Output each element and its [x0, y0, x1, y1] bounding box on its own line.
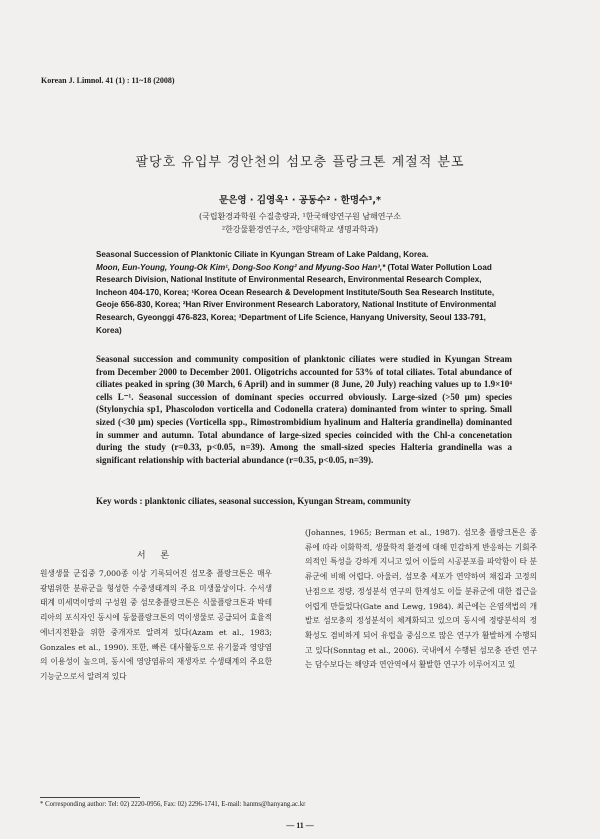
journal-citation: Korean J. Limnol. 41 (1) : 11~18 (2008)	[41, 76, 175, 85]
paper-title: 팔당호 유입부 경안천의 섬모충 플랑크톤 계절적 분포	[135, 155, 465, 170]
affiliation-line-2: ²한강물환경연구소, ³한양대학교 생명과학과)	[221, 225, 379, 234]
english-authors: Moon, Eun-Young, Young-Ok Kim¹, Dong-Soo Kong² and Myung-Soo Han³,*	[96, 262, 386, 272]
intro-paragraph-right: (Johannes, 1965; Berman et al., 1987). 섬모충 플랑크톤은 종류에 따라 이화학적, 생물학적 환경에 대해 민감하게 반응하는 기회주의적인 특성을 강하게 지니고 있어 이들의 시공분포를 파악함이 타 분류군에 비해 어렵다. 아울러, 섬모충 세포가 연약하여 채집과 고정의 난점으로 정량, 정성분석 연구의 한계성도 이들 분류군에 대한 접근을 어렵게 만들었다(Gate and Lewg, 1984). 최근에는 은염색법의 개발로 섬모충의 정성분석이 체계화되고 있으며 동시에 정량분석의 정확성도 겸비하게 되어 유럽을 중심으로 많은 연구가 활발하게 수행되고 있다(Sonntag et al., 2006). 국내에서 수행된 섬모충 관련 연구는 담수보다는 해양과 연안역에서 활발한 연구가 이루어지고 있	[305, 528, 537, 670]
english-title: Seasonal Succession of Planktonic Ciliate in Kyungan Stream of Lake Paldang, Korea.	[96, 250, 429, 259]
abstract: Seasonal succession and community composition of planktonic ciliates were studied in Kyungan Stream from December 2000 to December 2001. Oligotrichs accounted for 53% of total ciliates. Total abundance of ciliates peaked in spring (30 March, 6 April) and in summer (8 June, 20 July) reaching values up to 1.9×10⁴ cells L⁻¹. Seasonal succession of dominant species occurred obviously. Large-sized (>50 μm) species (Stylonychia sp1, Phascolodon vorticella and Codonella cratera) dominanted from winter to spring. Small sized (<30 μm) species (Vorticella spp., Rimostrombidium hyalinum and Halteria grandinella) dominanted in summer and autumn. Total abundance of large-sized species coincided with the Chl-a concenetation during the study (r=0.33, p<0.05, n=39). Among the small-sized species Halteria grandinella was a significant relationship with bacterial abundance (r=0.35, p<0.05, n=39).	[96, 354, 512, 465]
page-number: — 11 —	[286, 821, 314, 830]
body-left-column	[40, 567, 272, 685]
affiliation-line-1: (국립환경과학원 수질총량과, ¹한국해양연구원 남해연구소	[199, 212, 401, 221]
author-list: 문은영 · 김영옥¹ · 공동수² · 한명수³,*	[219, 195, 381, 206]
section-heading-introduction: 서 론	[136, 551, 176, 561]
keywords: Key words : planktonic ciliates, seasonal succession, Kyungan Stream, community	[96, 496, 411, 506]
body-right-column	[305, 526, 537, 673]
footnote-divider	[40, 797, 140, 798]
intro-paragraph-left: 원생생물 군집중 7,000종 이상 기록되어진 섬모충 플랑크톤은 매우 광범위한 분류군을 형성한 수중생태계의 주요 미생물상이다. 수서생태계 미세먹이망의 구성원 중 섬모충플랑크톤은 식물플랑크톤과 박테리아의 포식자인 동시에 동물플랑크톤의 먹이생물로 공급되어 효율적 에너지전환을 위한 중개자로 알려져 있다(Azam et al., 1983; Gonzales et al., 1990). 또한, 빠른 대사활동으로 유기물과 영양염의 이용성이 높으며, 동시에 영양염류의 재생자로 수생태계의 주요한 기능군으로서 알려져 있다	[40, 569, 272, 681]
english-affiliations: (Total Water Pollution Load Research Division, National Institute of Environmental Research, Environmental Research Complex, Incheon 404-170, Korea; ¹Korea Ocean Research & Development Institute/South Sea Research Institute, Geoje 656-830, Korea; ²Han River Environment Research Laboratory, National Institute of Environmental Research, Gyeonggi 476-823, Korea; ³Department of Life Science, Hanyang University, Seoul 133-791, Korea)	[96, 262, 497, 335]
english-header-block	[96, 249, 512, 337]
corresponding-author-footnote: * Corresponding author: Tel: 02) 2220-0956, Fax: 02) 2296-1741, E-mail: hanms@hanyang.ac.kr	[40, 801, 306, 808]
